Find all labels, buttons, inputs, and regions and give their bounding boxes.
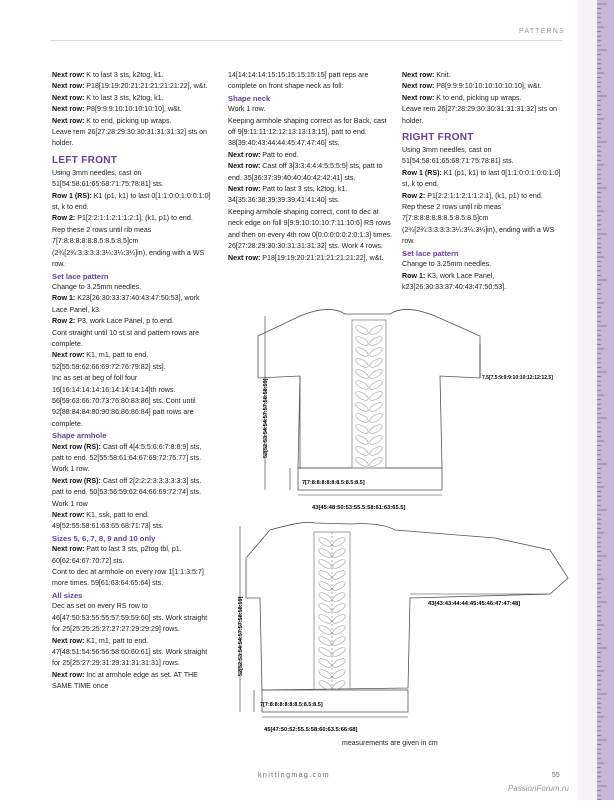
instruction-line [52,567,214,590]
leaf-motif [368,346,383,358]
leaf-motif [354,390,369,402]
page-number: 55 [552,772,560,779]
instruction-text: Using 3mm needles, cast on 51[54:58:61:65:68:71:75:78:81] sts. [52,168,164,189]
row-label: Row 1: [402,271,426,280]
instruction-text: Patt to end. [260,150,299,159]
text-column-3 [402,70,567,293]
instruction-line [52,116,214,127]
row-label: Row 2: [52,214,76,223]
text-column-1 [52,70,214,693]
subheading: Sizes 5, 6, 7, 8, 9 and 10 only [52,533,156,543]
instruction-text: K1, m1, patt to end. 52[55:59:62:66:69:72:76:79:82] sts]. [52,351,166,371]
leaf-motif [331,668,346,680]
section-heading: RIGHT FRONT [402,132,474,144]
instruction-line [52,373,214,430]
instruction-text: K to end, picking up wraps. [434,93,522,102]
back-lace-panel [314,532,350,690]
leaf-motif [331,591,346,603]
instruction-line [228,116,393,150]
instruction-text: Change to 3.25mm needles. [52,282,142,291]
instruction-line [52,328,214,351]
leaf-motif [331,536,346,548]
row-label: Next row: [228,185,261,194]
instruction-line [228,104,393,115]
leaf-motif [331,580,346,592]
leaf-motif [368,368,383,380]
instruction-text: K1, ssk, patt to end. 49[52:55:58:61:63:65:68:71:73] sts. [52,511,164,531]
instruction-line [402,271,567,294]
measurements-note: measurements are given in cm [342,740,438,747]
back-length-label: 52[52:53:54:54:57:57:58:58:59] [238,596,244,676]
instruction-line [228,184,393,207]
instruction-text: Dec as set on every RS row to 46[47:50:53:55:55:57:59:59:60] sts. Work straight for 25[25:25:25:27:27:27:29:29:29] rows. [52,602,208,634]
row-label: Next row: [52,670,85,679]
instruction-line [402,259,567,270]
instruction-text: Inc as set at beg of foll four 16[16:14:14:14:16:14:14:14:14]th rows. 56[59:63:66:70:73:76:80:83:86] sts. Cont until 92[88:84:84:80:90:86:86:86:84] patt rows are complete. [52,374,196,428]
instruction-text: Work 1 row. [228,105,266,114]
back-width-label: 45[47:50:52:55.5:58:60:63.5:66:68] [264,727,358,733]
instruction-text: Leave rem 26[27:28:29:30:30:31:31:31:32] sts on holder. [52,128,207,148]
leaf-motif [331,569,346,581]
instruction-text: K to end, picking up wraps. [84,116,172,125]
back-rib-label: 7[7:8:8:8:8:8:8.5:8.5:8.5] [260,702,323,708]
instruction-text: Cast off 2[2:2:2:3:3:3:3:3:3] sts. patt to end. 50[53:56:59:62:64:66:69:72:74] sts. [52,476,202,497]
row-label: Next row: [228,162,261,171]
front-outline [258,309,480,468]
instruction-text: 14[14:14:14:15:15:15:15:15:15] patt reps are complete on front shape neck as foll: [228,71,369,91]
instruction-line [52,282,214,293]
row-label: Next row: [52,545,85,554]
leaf-motif [331,602,346,614]
leaf-motif [317,635,332,647]
front-width-label: 43[45:48:50:53:55.5:58:61:63:65.5] [312,505,406,511]
row-label: Next row: [52,511,85,520]
row-label: Next row: [402,71,435,79]
instruction-text: Keeping armhole shaping correct, cont to dec at neck edge on foll 9[9:9:10:10:10:7:11:10:6] RS rows and then on every 4th row 0[0:0:0:0:0:2:0:1:3] times. 26[27:28:29:30:30:31:31:31:32] sts. Work 4 rows. [228,207,393,251]
instruction-line [402,145,567,168]
leaf-motif [317,602,332,614]
instruction-text: Cast off 3[3:3:4:4:4:5:5:5:5] sts, patt to end. 35[36:37:39:40:40:40:42:42:41] sts. [228,162,383,182]
instruction-text: P1[2:2:1:1:2:1:1:2:1], (k1, p1) to end. [75,214,193,223]
leaf-motif [354,445,369,457]
instruction-line [52,225,214,271]
row-label: Row 1 (RS): [402,168,442,177]
instruction-line [52,464,214,475]
leaf-motif [368,401,383,413]
instruction-line [52,350,214,373]
leaf-motif [317,657,332,669]
instruction-line [52,127,214,150]
instruction-text: Inc at armhole edge as set. AT THE SAME TIME once [52,670,198,691]
leaf-motif [331,613,346,625]
instruction-line [402,93,567,104]
leaf-motif [354,412,369,424]
leaf-motif [317,569,332,581]
leaf-motif [317,591,332,603]
leaf-motif [368,390,383,402]
row-label: Row 1: [52,294,76,303]
leaf-motif [354,379,369,391]
leaf-motif [331,646,346,658]
instruction-text: Rep these 2 rows until rib meas 7[7:8:8:8:8:8:8.5:8.5:8.5]cm (2¾[2¾:3:3:3:3:3¼:3¼:3¼]in), ending with a WS row. [402,203,555,246]
row-label: Next row (RS): [52,442,101,451]
section-header: PATTERNS [519,28,565,35]
instruction-text: P3, work Lace Panel, p to end. [75,317,174,326]
measuring-tape-strip [597,0,614,800]
row-label: Row 2: [52,317,76,326]
instruction-text: K23[26:30:33:37:40:43:47:50:53], work Lace Panel, k3. [52,294,200,314]
leaf-motif [317,668,332,680]
leaf-motif [354,357,369,369]
instruction-line [52,636,214,670]
leaf-motif [331,547,346,559]
row-label: Next row: [52,636,85,645]
instruction-line [52,544,214,567]
tape-ticks [597,0,614,800]
instruction-line [52,499,214,510]
leaf-motif [354,401,369,413]
instruction-line [52,316,214,327]
row-label: Row 1 (RS): [52,191,92,200]
instruction-text: K1, m1, patt to end. 47[48:51:54:56:56:58:60:60:61] sts. Work straight for 25[25:27:29:31:29:31:31:31:31] rows. [52,636,208,668]
instruction-text: Rep these 2 rows until rib meas 7[7:8:8:8:8:8:8.5:8.5:8.5]cm (2¾[2¾:3:3:3:3:3¼:3¼:3¼]in), ending with a WS row. [52,225,205,269]
row-label: Next row (RS): [52,476,101,485]
leaf-motif [368,423,383,435]
leaf-motif [317,646,332,658]
instruction-text: Keeping armhole shaping correct as for Back, cast off 9[9:11:11:12:12:13:13:13:15], patt to end. 38[39:40:43:44:44:45:47:47:46] sts. [228,116,387,148]
instruction-line [402,104,567,127]
instruction-text: Leave rem 26[27:28:29:30:30:31:31:31:32] sts on holder. [402,105,557,125]
leaf-motif [368,324,383,336]
row-label: Next row: [52,93,85,102]
instruction-line [228,253,393,264]
instruction-text: Work 1 row. [52,465,90,474]
instruction-text: K3, work Lace Panel, k23[26:30:33:37:40:43:47:50:53]. [402,271,507,291]
leaf-motif [368,379,383,391]
row-label: Next row: [228,253,261,262]
front-length-label: 52[52:53:54:54:57:57:58:58:59] [263,378,269,458]
leaf-motif [317,613,332,625]
leaf-motif [354,368,369,380]
leaf-motif [331,558,346,570]
instruction-line [52,104,214,115]
instruction-line [402,202,567,248]
instruction-line [52,442,214,465]
instruction-text: K1 (p1, k1) to last 0[1:1:0:0:1:0:0:1:0] st, k to end. [402,168,561,189]
section-heading: LEFT FRONT [52,154,118,166]
row-label: Next row: [402,82,435,91]
subheading: Set lace pattern [402,248,459,258]
subheading: Set lace pattern [52,271,109,281]
front-rib [298,468,442,490]
instruction-text: K1 (p1, k1) to last 0[1:1:0:0:1:0:0:1:0] st, k to end. [52,191,211,212]
instruction-line [52,476,214,499]
leaf-motif [354,434,369,446]
row-label: Next row: [52,351,85,360]
instruction-text: Cont straight until 10 st st and pattern rows are complete. [52,328,200,348]
leaf-motif [368,434,383,446]
instruction-line [402,70,567,81]
leaf-motif [354,456,369,468]
back-rib [262,690,408,712]
instruction-line [402,191,567,202]
leaf-motif [354,324,369,336]
instruction-text: K to last 3 sts, k2tog, k1. [84,71,164,79]
instruction-text: P1[2:2:1:1:2:1:1:2:1], (k1, p1) to end. [425,191,543,200]
leaf-motif [354,346,369,358]
instruction-text: P8[9:9:9:10:10:10:10:10], w&t. [84,105,182,114]
instruction-line [228,207,393,253]
instruction-text: P8[9:9:9:10:10:10:10:10:10], w&t. [434,82,542,91]
leaf-motif [354,423,369,435]
instruction-line [52,601,214,635]
leaf-motif [368,335,383,347]
leaf-motif [331,657,346,669]
header-rule [50,40,562,41]
front-sleeve-label: 7.5[7.5:9:9:9:10:10:12:12:12.5] [482,375,553,381]
instruction-text: K to last 3 sts, k2tog, k1. [84,93,164,102]
row-label: Next row: [52,82,85,91]
instruction-line [52,70,214,81]
instruction-text: Cast off 4[4:5:5:6:6:7:8:8:9] sts, patt to end. 52[55:58:61:64:67:69:72:75:77] sts. [52,442,202,462]
instruction-line [52,293,214,316]
instruction-text: Using 3mm needles, cast on 51[54:58:61:65:68:71:75:78:81] sts. [402,146,514,166]
leaf-motif [317,536,332,548]
instruction-text: Knit. [434,71,451,79]
instruction-line [52,670,214,693]
sweater-schematic [230,298,570,738]
leaf-motif [317,558,332,570]
row-label: Next row: [52,116,85,125]
instruction-line [52,213,214,224]
instruction-line [402,81,567,92]
text-column-2 [228,70,393,264]
row-label: Row 2: [402,191,426,200]
instruction-line [228,150,393,161]
subheading: Shape neck [228,93,271,103]
instruction-text: Change to 3.25mm needles. [402,260,492,269]
leaf-motif [368,456,383,468]
row-label: Next row: [52,71,85,79]
leaf-motif [317,580,332,592]
instruction-text: Patt to last 3 sts, p2tog tbl, p1. 60[62:64:67:70:72] sts. [52,545,182,565]
leaf-motif [331,624,346,636]
row-label: Next row: [228,150,261,159]
row-label: Next row: [402,93,435,102]
row-label: Next row: [52,105,85,114]
leaf-motif [354,335,369,347]
instruction-line [52,168,214,191]
instruction-text: Patt to last 3 sts, k2tog, k1. 34[35:36:38:39:39:39:41:41:40] sts. [228,185,348,205]
leaf-motif [331,635,346,647]
leaf-motif [317,547,332,559]
instruction-text: Work 1 row [52,499,88,508]
instruction-line [52,81,214,92]
leaf-motif [368,357,383,369]
instruction-line [402,168,567,191]
instruction-line [228,70,393,93]
instruction-line [52,510,214,533]
subheading: Shape armhole [52,431,107,441]
leaf-motif [368,445,383,457]
back-sleeve-label: 43[43:43:44:44:45:45:46:47:47:48] [428,601,521,607]
front-lace-panel [352,320,386,468]
subheading: All sizes [52,590,83,600]
front-rib-label: 7[7:8:8:8:8:8:8.5:8.5:8.5] [302,480,365,486]
instruction-line [228,161,393,184]
leaf-motif [368,412,383,424]
watermark: PassionForum.ru [508,784,569,793]
instruction-text: P18[19:19:20:21:21:21:21:21:22], w&t. [260,253,384,262]
instruction-text: P18[19:19:20:21:21:21:21:21:22], w&t. [84,82,208,91]
instruction-line [52,191,214,214]
leaf-motif [317,624,332,636]
footer-site: knittingmag.com [258,772,330,779]
instruction-line [52,93,214,104]
instruction-text: Cont to dec at armhole on every row 1[1:1:3:5:7] more times. 59[61:63:64:65:64] sts. [52,568,204,588]
